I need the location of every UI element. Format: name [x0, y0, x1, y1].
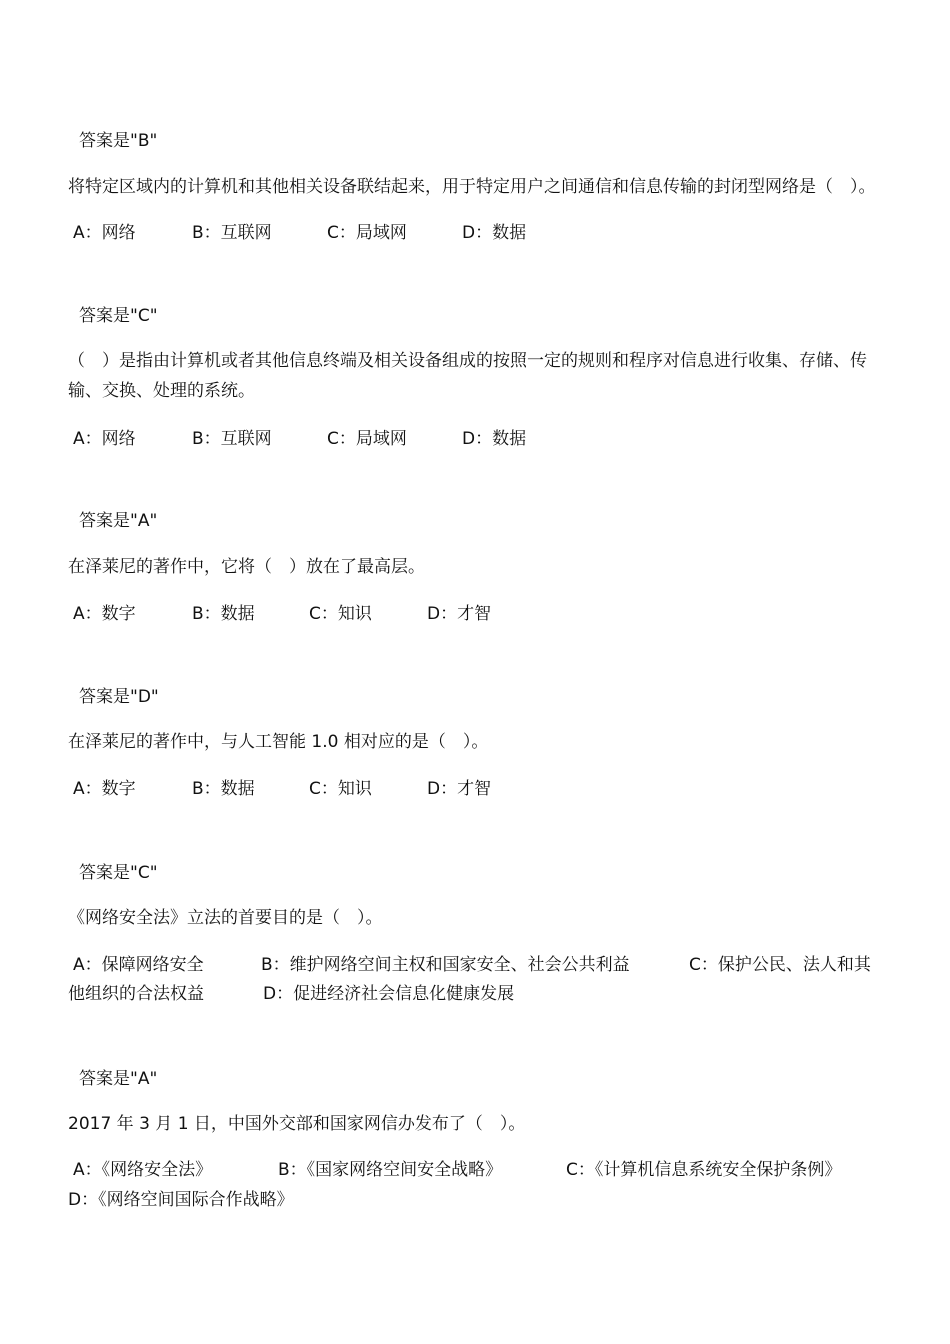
- answer-line: 答案是"B": [79, 131, 158, 151]
- option-c: C：局域网: [327, 223, 407, 243]
- option-c: C：知识: [309, 779, 372, 799]
- option-b: B：数据: [192, 604, 255, 624]
- option-d: D：数据: [462, 429, 527, 449]
- option-b: B：《国家网络空间安全战略》: [278, 1160, 503, 1180]
- option-a: A：数字: [73, 779, 136, 799]
- option-d: D：才智: [427, 604, 492, 624]
- question-text: 在泽莱尼的著作中，它将（ ）放在了最高层。: [68, 557, 425, 577]
- option-d: D：才智: [427, 779, 492, 799]
- option-a: A：《网络安全法》: [73, 1160, 213, 1180]
- option-d: D：数据: [462, 223, 527, 243]
- option-b: B：互联网: [192, 223, 272, 243]
- answer-line: 答案是"C": [79, 863, 158, 883]
- option-b: B：互联网: [192, 429, 272, 449]
- option-a: A：保障网络安全: [73, 955, 204, 975]
- answer-line: 答案是"C": [79, 306, 158, 326]
- question-text: 在泽莱尼的著作中，与人工智能 1.0 相对应的是（ ）。: [68, 732, 489, 752]
- options-row-continued: [68, 983, 515, 1005]
- option-b: B：数据: [192, 779, 255, 799]
- answer-line: 答案是"D": [79, 687, 159, 707]
- option-a: A：网络: [73, 223, 136, 243]
- answer-line: 答案是"A": [79, 511, 158, 531]
- option-a: A：数字: [73, 604, 136, 624]
- option-c-wrap: 他组织的合法权益: [68, 984, 204, 1004]
- question-text: 2017 年 3 月 1 日，中国外交部和国家网信办发布了（ ）。: [68, 1114, 526, 1134]
- option-d: D：促进经济社会信息化健康发展: [263, 984, 515, 1004]
- question-text: （ ）是指由计算机或者其他信息终端及相关设备组成的按照一定的规则和程序对信息进行收集、存储、传输、交换、处理的系统。: [68, 351, 867, 401]
- answer-line: 答案是"A": [79, 1069, 158, 1089]
- option-c: C：保护公民、法人和其: [689, 955, 871, 975]
- option-c: C：局域网: [327, 429, 407, 449]
- option-c: C：《计算机信息系统安全保护条例》: [566, 1160, 842, 1180]
- option-c: C：知识: [309, 604, 372, 624]
- question-text: 将特定区域内的计算机和其他相关设备联结起来，用于特定用户之间通信和信息传输的封闭型网络是（ ）。: [68, 177, 876, 197]
- option-d: D：《网络空间国际合作战略》: [68, 1190, 294, 1210]
- question-text: 《网络安全法》立法的首要目的是（ ）。: [68, 908, 383, 928]
- option-b: B：维护网络空间主权和国家安全、社会公共利益: [261, 955, 630, 975]
- option-a: A：网络: [73, 429, 136, 449]
